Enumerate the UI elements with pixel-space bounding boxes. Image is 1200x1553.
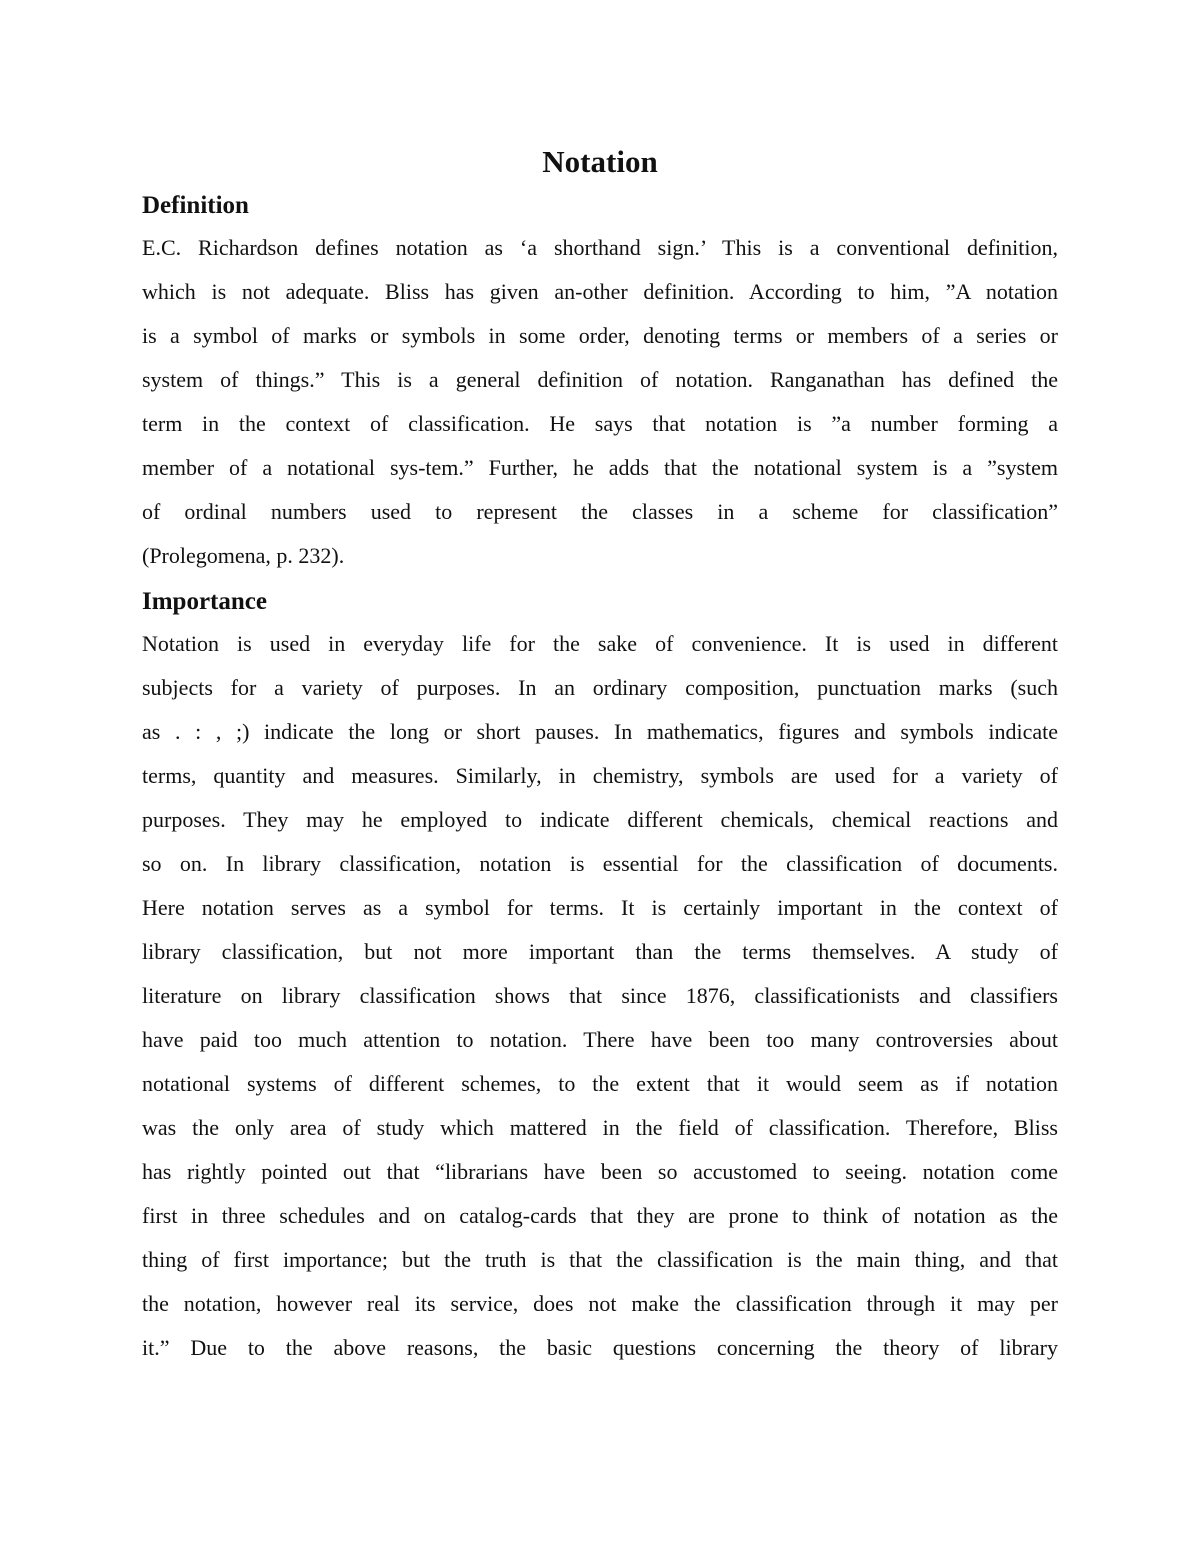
heading-importance: Importance bbox=[142, 588, 267, 615]
text-line: has rightly pointed out that “librarians have been so accustomed to seeing. notation come bbox=[142, 1159, 1058, 1184]
text-line: system of things.” This is a general definition of notation. Ranganathan has defined the bbox=[142, 367, 1058, 392]
text-line: member of a notational sys-tem.” Further, he adds that the notational system is a ”system bbox=[142, 455, 1058, 480]
text-line: Here notation serves as a symbol for terms. It is certainly important in the context of bbox=[142, 895, 1058, 920]
text-line: library classification, but not more important than the terms themselves. A study of bbox=[142, 939, 1058, 964]
text-line: so on. In library classification, notation is essential for the classification of documents. bbox=[142, 851, 1058, 876]
text-line: subjects for a variety of purposes. In an ordinary composition, punctuation marks (such bbox=[142, 675, 1058, 700]
heading-definition: Definition bbox=[142, 192, 249, 219]
text-line: literature on library classification shows that since 1876, classificationists and classifiers bbox=[142, 983, 1058, 1008]
page-title: Notation bbox=[542, 144, 658, 179]
text-line: terms, quantity and measures. Similarly, in chemistry, symbols are used for a variety of bbox=[142, 763, 1058, 788]
text-line: of ordinal numbers used to represent the classes in a scheme for classification” bbox=[142, 499, 1058, 524]
text-line: notational systems of different schemes, to the extent that it would seem as if notation bbox=[142, 1071, 1058, 1096]
text-line: as . : , ;) indicate the long or short pauses. In mathematics, figures and symbols indicate bbox=[142, 719, 1058, 744]
text-line: the notation, however real its service, does not make the classification through it may per bbox=[142, 1291, 1058, 1316]
text-line: thing of first importance; but the truth is that the classification is the main thing, and that bbox=[142, 1247, 1058, 1272]
importance-paragraph bbox=[142, 622, 1058, 1370]
text-line: was the only area of study which mattered in the field of classification. Therefore, Bliss bbox=[142, 1115, 1058, 1140]
text-line: purposes. They may he employed to indicate different chemicals, chemical reactions and bbox=[142, 807, 1058, 832]
text-line: (Prolegomena, p. 232). bbox=[142, 543, 345, 568]
text-line: it.” Due to the above reasons, the basic questions concerning the theory of library bbox=[142, 1335, 1058, 1360]
definition-paragraph bbox=[142, 226, 1058, 578]
text-line: Notation is used in everyday life for the sake of convenience. It is used in different bbox=[142, 631, 1058, 656]
text-line: which is not adequate. Bliss has given an-other definition. According to him, ”A notation bbox=[142, 279, 1058, 304]
document-page bbox=[142, 138, 1058, 1370]
text-line: first in three schedules and on catalog-cards that they are prone to think of notation as the bbox=[142, 1203, 1058, 1228]
text-line: have paid too much attention to notation. There have been too many controversies about bbox=[142, 1027, 1058, 1052]
text-line: is a symbol of marks or symbols in some order, denoting terms or members of a series or bbox=[142, 323, 1058, 348]
text-line: E.C. Richardson defines notation as ‘a shorthand sign.’ This is a conventional definition, bbox=[142, 235, 1058, 260]
text-line: term in the context of classification. He says that notation is ”a number forming a bbox=[142, 411, 1058, 436]
